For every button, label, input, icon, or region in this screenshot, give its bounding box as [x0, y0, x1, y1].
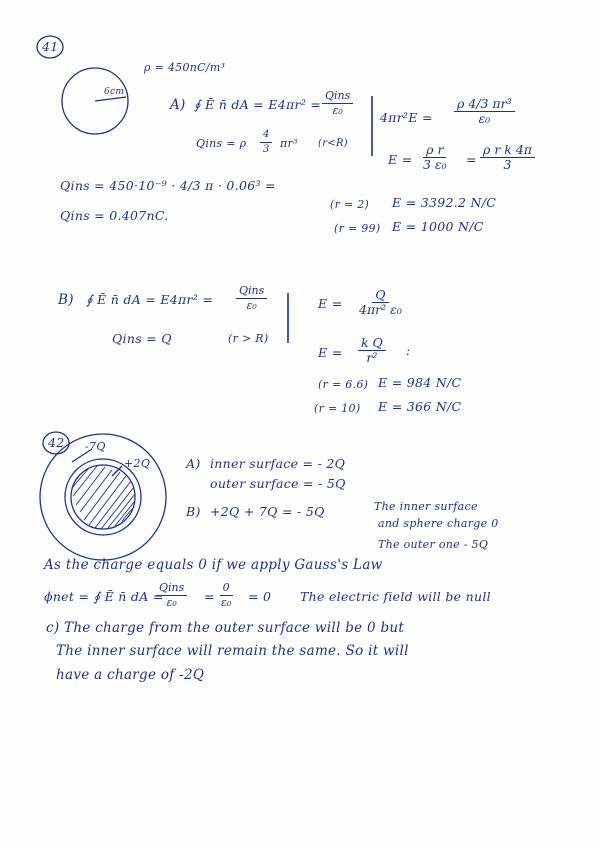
q1-sphere	[62, 68, 128, 134]
q1-b-label: B)	[58, 292, 74, 308]
q1-radius-label: 6cm	[104, 87, 125, 97]
q1-b-r6: (r = 6.6)	[318, 378, 369, 391]
q1-b-kq-fraction	[358, 336, 386, 365]
q2-eps: ε₀	[166, 596, 177, 609]
q1-a-e-eq: E =	[388, 152, 413, 167]
q1-a-eps: ε₀	[332, 104, 343, 117]
q2-eq-zero2: = 0	[248, 589, 272, 604]
q1-b-colon: :	[406, 343, 411, 358]
q2-field-null: The electric field will be null	[300, 589, 491, 604]
q2-phi: ϕnet = ∮ Ē n̄ dA =	[44, 589, 164, 604]
q2-c-line3: have a charge of -2Q	[56, 667, 205, 683]
q1-a-four: 4	[260, 128, 272, 143]
q1-b-qins-q: Qins = Q	[112, 331, 172, 346]
q1-a-rho43: ρ 4/3 πr³	[454, 97, 515, 112]
q1-a-qins: Qins	[322, 89, 353, 104]
q1-a-pi-r3: πr³	[280, 137, 298, 150]
q2-b-text2: and sphere charge 0	[378, 517, 499, 530]
q2-c-line1: c) The charge from the outer surface will be 0 but	[46, 620, 405, 636]
q1-b-gauss: ∮ Ē n̄ dA = E4πr² =	[86, 292, 214, 307]
q1-rho: ρ = 450nC/m³	[144, 61, 226, 74]
q1-a-rho-eps: ε₀	[478, 111, 491, 126]
q2-inner-charge: +2Q	[124, 457, 151, 470]
q1-b-r2: r²	[366, 350, 378, 365]
q1-a-gauss: ∮ Ē n̄ dA = E4πr² =	[194, 97, 322, 112]
q1-b-e-eq2: E =	[318, 345, 343, 360]
q1-a-prk-fraction	[480, 143, 535, 172]
q2-b-text3: The outer one - 5Q	[378, 538, 489, 551]
q2-number: 42	[48, 435, 65, 450]
q2-phi-fraction	[156, 581, 187, 610]
q1-b-e6: E = 984 N/C	[378, 375, 462, 390]
q1-b-r10: (r = 10)	[314, 402, 361, 415]
q1-a-result: Qins = 0.407nC.	[60, 208, 169, 223]
q1-b-qins: Qins	[236, 284, 267, 299]
q2-inner-surface: inner surface = - 2Q	[210, 456, 346, 471]
q1-a-e99: E = 1000 N/C	[392, 219, 484, 234]
q1-b-gauss-fraction	[236, 284, 267, 313]
q1-b-e-eq: E =	[318, 296, 343, 311]
q1-a-eq-sign: =	[466, 152, 477, 167]
q1-b-den: 4πr² ε₀	[359, 302, 402, 317]
q2-zero: 0	[220, 581, 233, 596]
q1-a-pr-fraction	[420, 143, 450, 172]
q1-b-e10: E = 366 N/C	[378, 399, 462, 414]
q2-b-text1: The inner surface	[374, 500, 478, 513]
q2-b-eq: +2Q + 7Q = - 5Q	[210, 504, 325, 519]
q1-a-prk: ρ r k 4π	[480, 143, 535, 158]
q1-a-pr: ρ r	[423, 143, 446, 158]
q2-inner-sphere	[71, 465, 135, 529]
q2-qins: Qins	[156, 581, 187, 596]
q2-inner-pointer	[112, 466, 122, 476]
q2-outer-charge: -7Q	[85, 440, 106, 453]
q2-a-label: A)	[186, 456, 201, 471]
q2-b-label: B)	[186, 504, 201, 519]
q2-sphere-hatching	[72, 466, 135, 529]
q1-a-label: A)	[170, 97, 186, 113]
q2-eps2: ε₀	[221, 596, 232, 609]
q1-number: 41	[42, 39, 59, 54]
q1-a-three2: 3	[503, 157, 512, 172]
q1-a-r99: (r = 99)	[334, 222, 381, 235]
q1-b-q: Q	[372, 288, 388, 303]
q2-line1: As the charge equals 0 if we apply Gauss's Law	[44, 557, 383, 573]
q2-outer-surface: outer surface = - 5Q	[210, 476, 346, 491]
q1-a-calc: Qins = 450·10⁻⁹ · 4/3 π · 0.06³ =	[60, 178, 276, 193]
q1-a-three: 3	[263, 144, 270, 155]
q1-radius-line	[95, 97, 126, 101]
q1-b-kq: k Q	[358, 336, 386, 351]
q1-a-gauss-fraction	[322, 89, 353, 118]
q1-b-q-fraction	[356, 288, 405, 317]
q1-a-four-thirds	[260, 128, 272, 157]
q2-c-line2: The inner surface will remain the same. So it will	[56, 643, 409, 659]
q1-a-three-eps: 3 ε₀	[423, 157, 447, 172]
q2-eq-zero: =	[204, 589, 215, 604]
q1-a-e2: E = 3392.2 N/C	[392, 195, 497, 210]
q1-a-cond: (r<R)	[318, 138, 348, 149]
q1-b-eps: ε₀	[246, 299, 257, 312]
q1-a-eq1: 4πr²E =	[380, 110, 433, 125]
q2-inner-shell-edge	[65, 459, 141, 535]
q1-a-rho-fraction	[454, 97, 515, 126]
q1-a-qins-expr: Qins = ρ	[196, 137, 247, 150]
q1-a-r2: (r = 2)	[330, 198, 370, 211]
q1-b-cond: (r > R)	[228, 332, 269, 345]
q2-zero-fraction	[218, 581, 234, 610]
